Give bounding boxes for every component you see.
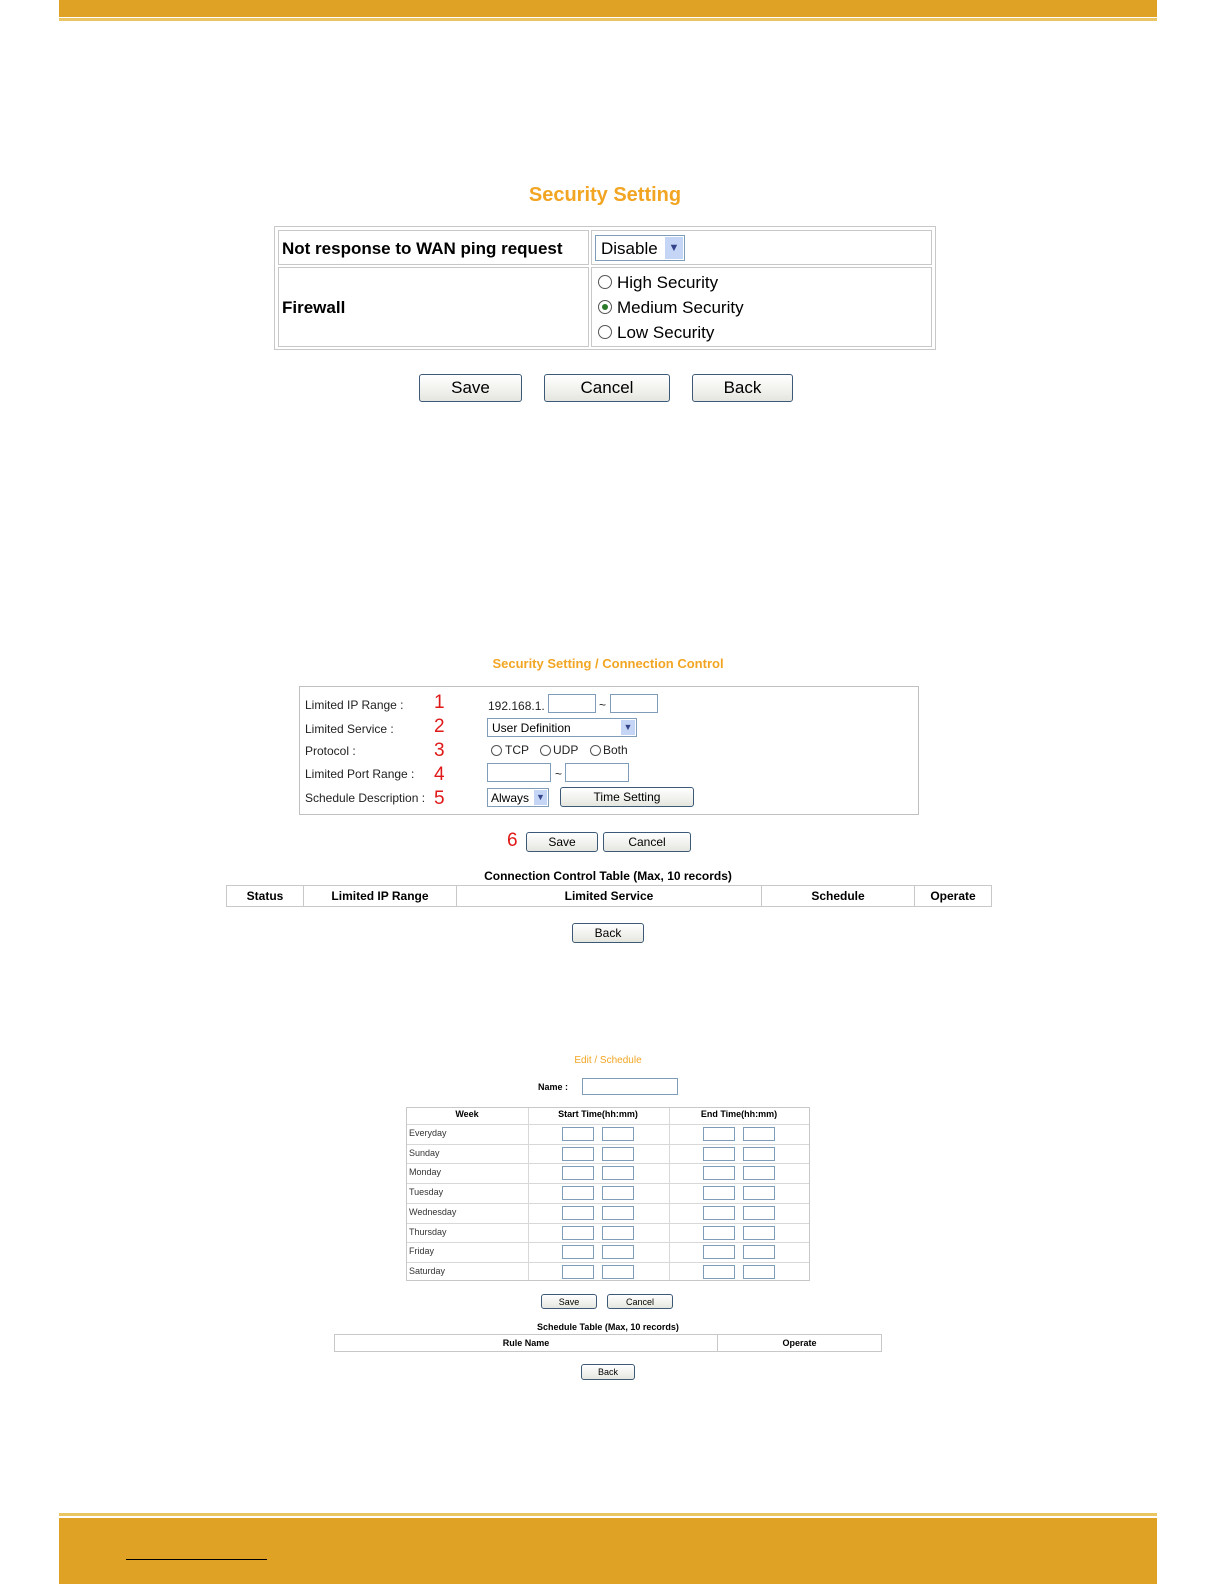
port-range-label: Limited Port Range : <box>305 767 415 781</box>
service-label: Limited Service : <box>305 722 394 736</box>
start-minute-input[interactable] <box>602 1147 634 1161</box>
schedule-name-input[interactable] <box>582 1078 678 1095</box>
connection-control-form <box>299 686 919 815</box>
protocol-label: Protocol : <box>305 744 356 758</box>
firewall-label: Firewall <box>282 298 346 317</box>
ip-range-label: Limited IP Range : <box>305 698 404 712</box>
port-range-start-input[interactable] <box>487 763 551 782</box>
start-minute-input[interactable] <box>602 1245 634 1259</box>
table-row <box>407 1262 809 1281</box>
day-label: Sunday <box>409 1147 440 1158</box>
start-hour-input[interactable] <box>562 1265 594 1279</box>
schedule-edit-table <box>406 1107 810 1281</box>
end-hour-input[interactable] <box>703 1206 735 1220</box>
firewall-options-cell <box>591 267 932 347</box>
step-number-3: 3 <box>434 740 445 761</box>
col-operate: Operate <box>930 889 976 903</box>
security-setting-table <box>274 226 936 350</box>
connection-table-title: Connection Control Table (Max, 10 records) <box>484 869 732 883</box>
chevron-down-icon[interactable]: ▼ <box>665 237 683 259</box>
chevron-down-icon[interactable]: ▼ <box>534 790 547 805</box>
save-button[interactable]: Save <box>419 374 522 402</box>
start-minute-input[interactable] <box>602 1206 634 1220</box>
day-label: Thursday <box>409 1226 447 1237</box>
port-range-separator: ~ <box>555 767 563 781</box>
col-operate: Operate <box>782 1338 817 1348</box>
low-security-label: Low Security <box>617 323 715 342</box>
table-row <box>407 1124 809 1143</box>
service-select[interactable] <box>487 718 637 737</box>
ip-range-start-input[interactable] <box>548 694 596 713</box>
end-hour-input[interactable] <box>703 1265 735 1279</box>
connection-control-table <box>226 885 992 907</box>
wan-ping-select[interactable] <box>595 235 685 261</box>
schedule-save-button[interactable]: Save <box>541 1294 597 1309</box>
firewall-label-cell <box>278 267 589 347</box>
table-row <box>407 1144 809 1163</box>
start-minute-input[interactable] <box>602 1166 634 1180</box>
end-hour-input[interactable] <box>703 1147 735 1161</box>
schedule-cancel-button[interactable]: Cancel <box>607 1294 673 1309</box>
low-security-radio[interactable] <box>598 325 612 339</box>
table-row <box>407 1163 809 1182</box>
tcp-label: TCP <box>505 743 529 757</box>
both-radio[interactable] <box>590 745 601 756</box>
table-row <box>407 1203 809 1222</box>
day-label: Wednesday <box>409 1206 457 1217</box>
end-minute-input[interactable] <box>743 1245 775 1259</box>
start-hour-input[interactable] <box>562 1226 594 1240</box>
day-label: Friday <box>409 1246 435 1257</box>
start-minute-input[interactable] <box>602 1186 634 1200</box>
schedule-name-label: Name : <box>538 1082 569 1092</box>
table-row <box>407 1242 809 1261</box>
table-row <box>407 1223 809 1242</box>
col-rule-name: Rule Name <box>335 1335 718 1351</box>
wan-ping-value-cell <box>591 230 932 265</box>
step-number-4: 4 <box>434 764 445 785</box>
step-number-1: 1 <box>434 692 445 713</box>
end-minute-input[interactable] <box>743 1226 775 1240</box>
ip-range-end-input[interactable] <box>610 694 658 713</box>
footer-line <box>59 1513 1157 1516</box>
tcp-radio[interactable] <box>491 745 502 756</box>
connection-cancel-button[interactable]: Cancel <box>603 832 691 852</box>
end-minute-input[interactable] <box>743 1127 775 1141</box>
col-limited-service: Limited Service <box>457 886 762 906</box>
step-number-5: 5 <box>434 788 445 809</box>
start-hour-input[interactable] <box>562 1245 594 1259</box>
end-hour-input[interactable] <box>703 1245 735 1259</box>
day-label: Everyday <box>409 1128 447 1138</box>
wan-ping-select-value: Disable <box>601 239 658 258</box>
chevron-down-icon[interactable]: ▼ <box>621 720 635 735</box>
start-hour-input[interactable] <box>562 1186 594 1200</box>
table-row <box>407 1183 809 1202</box>
ip-range-separator: ~ <box>599 698 607 712</box>
footer-underline <box>126 1559 267 1560</box>
end-hour-input[interactable] <box>703 1186 735 1200</box>
connection-back-button[interactable]: Back <box>572 923 644 943</box>
schedule-table-title: Schedule Table (Max, 10 records) <box>537 1322 679 1332</box>
step-number-2: 2 <box>434 716 445 737</box>
day-label: Tuesday <box>409 1187 444 1198</box>
col-start-time: Start Time(hh:mm) <box>558 1109 638 1119</box>
connection-save-button[interactable]: Save <box>526 832 598 852</box>
wan-ping-label-cell <box>278 230 589 265</box>
header-line <box>59 18 1157 21</box>
start-hour-input[interactable] <box>562 1147 594 1161</box>
time-setting-button[interactable]: Time Setting <box>560 787 694 807</box>
port-range-end-input[interactable] <box>565 763 629 782</box>
medium-security-label: Medium Security <box>617 298 744 317</box>
start-hour-input[interactable] <box>562 1127 594 1141</box>
connection-control-title: Security Setting / Connection Control <box>492 656 724 671</box>
udp-label: UDP <box>553 743 579 757</box>
start-hour-input[interactable] <box>562 1206 594 1220</box>
start-hour-input[interactable] <box>562 1166 594 1180</box>
end-minute-input[interactable] <box>743 1265 775 1279</box>
high-security-label: High Security <box>617 273 719 292</box>
ip-prefix: 192.168.1. <box>488 699 545 713</box>
col-end-time: End Time(hh:mm) <box>700 1109 778 1119</box>
start-minute-input[interactable] <box>602 1265 634 1279</box>
day-label: Saturday <box>409 1265 446 1276</box>
start-minute-input[interactable] <box>602 1226 634 1240</box>
schedule-table <box>334 1334 882 1352</box>
step-number-6: 6 <box>507 830 518 851</box>
schedule-select-value: Always <box>491 791 530 805</box>
end-minute-input[interactable] <box>743 1186 775 1200</box>
col-limited-ip-range: Limited IP Range <box>304 886 457 906</box>
header-bar <box>59 0 1157 17</box>
security-setting-title: Security Setting <box>528 184 682 206</box>
schedule-back-button[interactable]: Back <box>581 1364 635 1380</box>
end-minute-input[interactable] <box>743 1166 775 1180</box>
udp-radio[interactable] <box>540 745 551 756</box>
both-label: Both <box>603 743 628 757</box>
back-button[interactable]: Back <box>692 374 793 402</box>
end-hour-input[interactable] <box>703 1166 735 1180</box>
cancel-button[interactable]: Cancel <box>544 374 670 402</box>
start-minute-input[interactable] <box>602 1127 634 1141</box>
schedule-select[interactable] <box>487 788 549 807</box>
schedule-label: Schedule Description : <box>305 791 426 805</box>
end-hour-input[interactable] <box>703 1127 735 1141</box>
footer-bar <box>59 1518 1157 1584</box>
end-minute-input[interactable] <box>743 1206 775 1220</box>
end-minute-input[interactable] <box>743 1147 775 1161</box>
day-label: Monday <box>409 1167 442 1178</box>
end-hour-input[interactable] <box>703 1226 735 1240</box>
edit-schedule-title: Edit / Schedule <box>574 1055 642 1066</box>
high-security-radio[interactable] <box>598 275 612 289</box>
medium-security-radio[interactable] <box>598 300 612 314</box>
wan-ping-label: Not response to WAN ping request <box>282 239 563 258</box>
col-schedule: Schedule <box>762 886 915 906</box>
col-status: Status <box>227 886 304 906</box>
col-week: Week <box>455 1109 479 1119</box>
service-select-value: User Definition <box>492 721 571 735</box>
